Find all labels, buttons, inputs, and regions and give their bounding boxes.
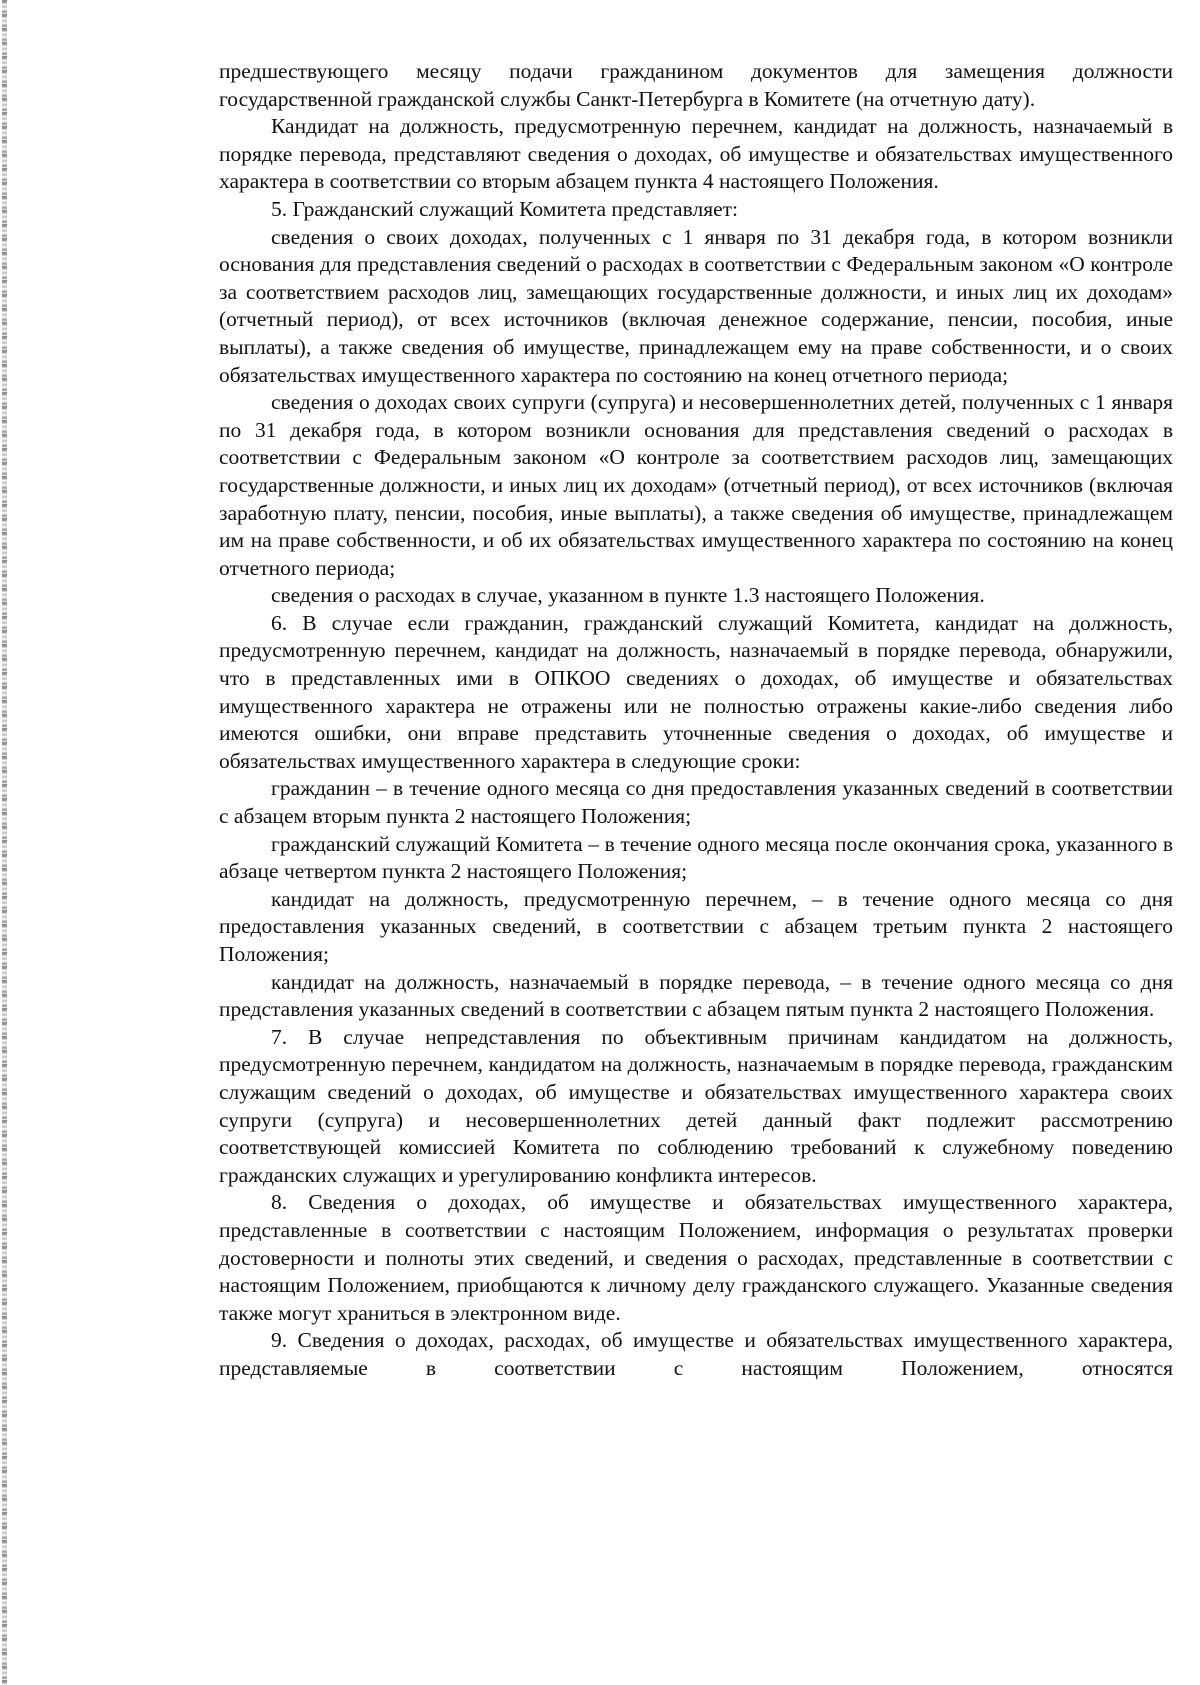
paragraph-item-9: 9. Сведения о доходах, расходах, об имуществе и обязательствах имущественного характера, представляемые в соответствии с настоящим Положением, относятся xyxy=(219,1328,1173,1380)
paragraph-candidate-info: Кандидат на должность, предусмотренную перечнем, кандидат на должность, назначаемый в порядке перевода, представляют сведения о доходах, об имуществе и обязательствах имущественного характера в соответствии со вторым абзацем пункта 4 настоящего Положения. xyxy=(219,114,1173,194)
paragraph-deadline-citizen: гражданин – в течение одного месяца со дня предоставления указанных сведений в соответствии с абзацем вторым пункта 2 настоящего Положения; xyxy=(219,776,1173,829)
document-page xyxy=(219,58,1173,1383)
paragraph-item-6: 6. В случае если гражданин, гражданский служащий Комитета, кандидат на должность, предусмотренную перечнем, кандидат на должность, назначаемый в порядке перевода, обнаружили, что в представленных ими в ОПКОО сведениях о доходах, об имуществе и обязательствах имущественного характера не отражены или не полностью отражены какие-либо сведения либо имеются ошибки, они вправе представить уточненные сведения о доходах, об имуществе и обязательствах имущественного характера в следующие сроки: xyxy=(219,610,1173,773)
paragraph-own-income: сведения о своих доходах, полученных с 1 января по 31 декабря года, в котором возникли основания для представления сведений о расходах в соответствии с Федеральным законом «О контроле за соответствием расходов лиц, замещающих государственные должности, и иных лиц их доходам» (отчетный период), от всех источников (включая денежное содержание, пенсии, пособия, иные выплаты), а также сведения об имуществе, принадлежащем ему на праве собственности, и о своих обязательствах имущественного характера по состоянию на конец отчетного периода; xyxy=(219,224,1173,387)
paragraph-deadline-candidate-transfer: кандидат на должность, назначаемый в порядке перевода, – в течение одного месяца со дня представления указанных сведений в соответствии с абзацем пятым пункта 2 настоящего Положения. xyxy=(219,969,1173,1022)
paragraph-spouse-income: сведения о доходах своих супруги (супруга) и несовершеннолетних детей, полученных с 1 января по 31 декабря года, в котором возникли основания для представления сведений о расходах в соответствии с Федеральным законом «О контроле за соответствием расходов лиц, замещающих государственные должности, и иных лиц их доходам» (отчетный период), от всех источников (включая заработную плату, пенсии, пособия, иные выплаты), а также сведения об имуществе, принадлежащем им на праве собственности, и об их обязательствах имущественного характера по состоянию на конец отчетного периода; xyxy=(219,390,1173,580)
paragraph-deadline-servant: гражданский служащий Комитета – в течение одного месяца после окончания срока, указанного в абзаце четвертом пункта 2 настоящего Положения; xyxy=(219,831,1173,884)
paragraph-item-8: 8. Сведения о доходах, об имуществе и обязательствах имущественного характера, представленные в соответствии с настоящим Положением, информация о результатах проверки достоверности и полноты этих сведений, и сведения о расходах, представленные в соответствии с настоящим Положением, приобщаются к личному делу гражданского служащего. Указанные сведения также могут храниться в электронном виде. xyxy=(219,1190,1173,1325)
paragraph-deadline-candidate-list: кандидат на должность, предусмотренную перечнем, – в течение одного месяца со дня предоставления указанных сведений, в соответствии с абзацем третьим пункта 2 настоящего Положения; xyxy=(219,886,1173,966)
scan-edge-artifact xyxy=(2,0,7,1685)
paragraph-expenses: сведения о расходах в случае, указанном в пункте 1.3 настоящего Положения. xyxy=(271,583,985,608)
paragraph-item-7: 7. В случае непредставления по объективным причинам кандидатом на должность, предусмотренную перечнем, кандидатом на должность, назначаемым в порядке перевода, гражданским служащим сведений о доходах, об имуществе и обязательствах имущественного характера своих супруги (супруга) и несовершеннолетних детей данный факт подлежит рассмотрению соответствующей комиссией Комитета по соблюдению требований к служебному поведению гражданских служащих и урегулированию конфликта интересов. xyxy=(219,1024,1173,1187)
paragraph-item-5-heading: 5. Гражданский служащий Комитета представляет: xyxy=(271,196,738,221)
paragraph-continuation: предшествующего месяцу подачи гражданином документов для замещения должности государственной гражданской службы Санкт-Петербурга в Комитете (на отчетную дату). xyxy=(219,59,1173,111)
